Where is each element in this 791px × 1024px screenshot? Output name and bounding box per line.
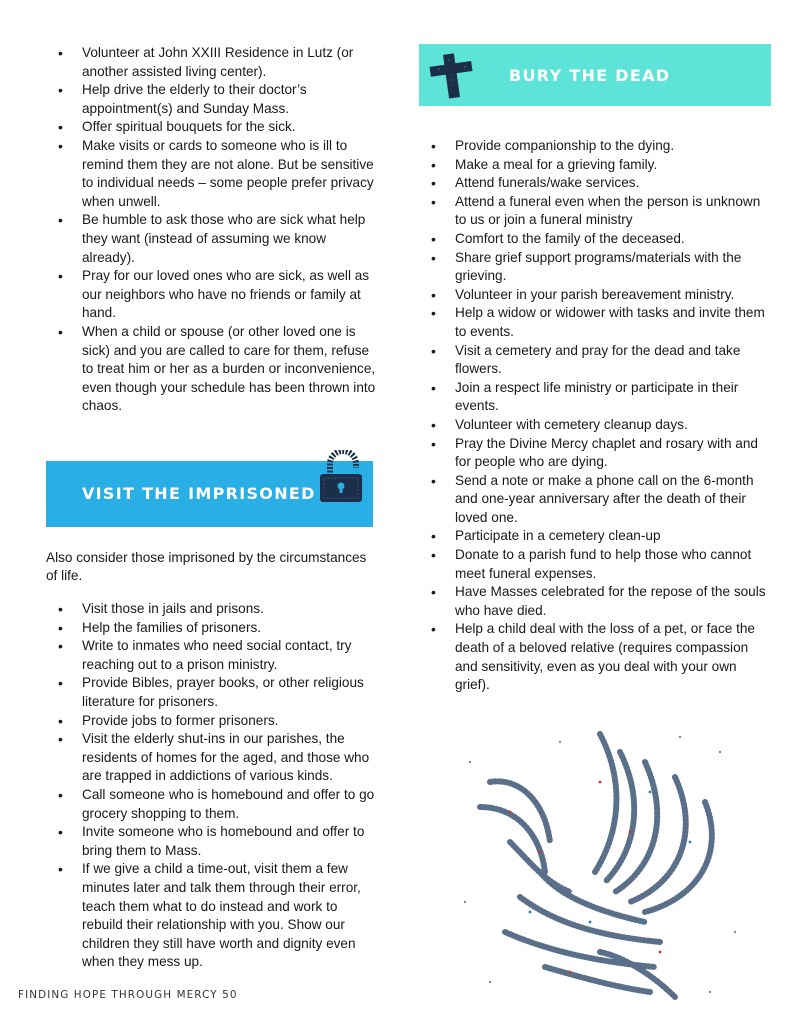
list-item: • Help the families of prisoners. (46, 619, 381, 638)
list-item: • Call someone who is homebound and offer to go grocery shopping to them. (46, 786, 381, 823)
list-item: • Invite someone who is homebound and offer to bring them to Mass. (46, 823, 381, 860)
list-item: • If we give a child a time-out, visit them a few minutes later and talk them through their error, teach them what to do instead and work to rebuild their relationship with you. Show our children they still have worth and dignity even when they mess up. (46, 860, 381, 972)
list-item: • Donate to a parish fund to help those who cannot meet funeral expenses. (419, 546, 774, 583)
cross-icon (425, 50, 481, 105)
list-item: • Help a widow or widower with tasks and invite them to events. (419, 304, 774, 341)
imprisoned-intro: Also consider those imprisoned by the circumstances of life. (46, 549, 367, 584)
list-item: • Have Masses celebrated for the repose of the souls who have died. (419, 583, 774, 620)
list-item: • Visit those in jails and prisons. (46, 600, 381, 619)
list-item: • Help a child deal with the loss of a pet, or face the death of a beloved relative (requires compassion and sensitivity, even as you deal with your own grief). (419, 620, 774, 694)
bury-title: BURY THE DEAD (509, 65, 671, 85)
list-item: • Provide Bibles, prayer books, or other religious literature for prisoners. (46, 674, 381, 711)
list-item: • Help drive the elderly to their doctor’s appointment(s) and Sunday Mass. (46, 81, 381, 118)
dove-of-people-illustration (450, 722, 750, 1017)
padlock-icon (316, 450, 374, 509)
list-item: • Make visits or cards to someone who is ill to remind them they are not alone. But be sensitive to individual needs – some people prefer privacy when unwell. (46, 137, 381, 211)
bury-banner (419, 44, 771, 106)
imprisoned-list (46, 600, 381, 972)
list-item: • Join a respect life ministry or participate in their events. (419, 379, 774, 416)
list-item: • Be humble to ask those who are sick what help they want (instead of assuming we know already). (46, 211, 381, 267)
imprisoned-banner (46, 461, 373, 527)
page-footer: FINDING HOPE THROUGH MERCY 50 (18, 989, 238, 1001)
list-item: • Volunteer in your parish bereavement ministry. (419, 286, 774, 305)
bury-list (419, 137, 774, 695)
list-item: • Provide jobs to former prisoners. (46, 712, 381, 731)
list-item: • Write to inmates who need social contact, try reaching out to a prison ministry. (46, 637, 381, 674)
left-column (46, 44, 381, 972)
list-item: • Volunteer with cemetery cleanup days. (419, 416, 774, 435)
list-item: • When a child or spouse (or other loved one is sick) and you are called to care for them, refuse to treat him or her as a burden or inconvenience, even though your schedule has been thrown into chaos. (46, 323, 381, 416)
list-item: • Attend a funeral even when the person is unknown to us or join a funeral ministry (419, 193, 774, 230)
list-item: • Participate in a cemetery clean-up (419, 527, 774, 546)
list-item: • Offer spiritual bouquets for the sick. (46, 118, 381, 137)
list-item: • Comfort to the family of the deceased. (419, 230, 774, 249)
list-item: • Provide companionship to the dying. (419, 137, 774, 156)
sick-works-list (46, 44, 381, 416)
list-item: • Make a meal for a grieving family. (419, 156, 774, 175)
list-item: • Attend funerals/wake services. (419, 174, 774, 193)
list-item: • Send a note or make a phone call on the 6-month and one-year anniversary after the death of their loved one. (419, 472, 774, 528)
right-column (419, 44, 774, 695)
list-item: • Pray the Divine Mercy chaplet and rosary with and for people who are dying. (419, 435, 774, 472)
list-item: • Share grief support programs/materials with the grieving. (419, 249, 774, 286)
list-item: • Visit a cemetery and pray for the dead and take flowers. (419, 342, 774, 379)
list-item: • Visit the elderly shut-ins in our parishes, the residents of homes for the aged, and those who are trapped in addictions of various kinds. (46, 730, 381, 786)
list-item: • Volunteer at John XXIII Residence in Lutz (or another assisted living center). (46, 44, 381, 81)
imprisoned-title: VISIT THE IMPRISONED (82, 484, 316, 504)
list-item: • Pray for our loved ones who are sick, as well as our neighbors who have no friends or family at hand. (46, 267, 381, 323)
